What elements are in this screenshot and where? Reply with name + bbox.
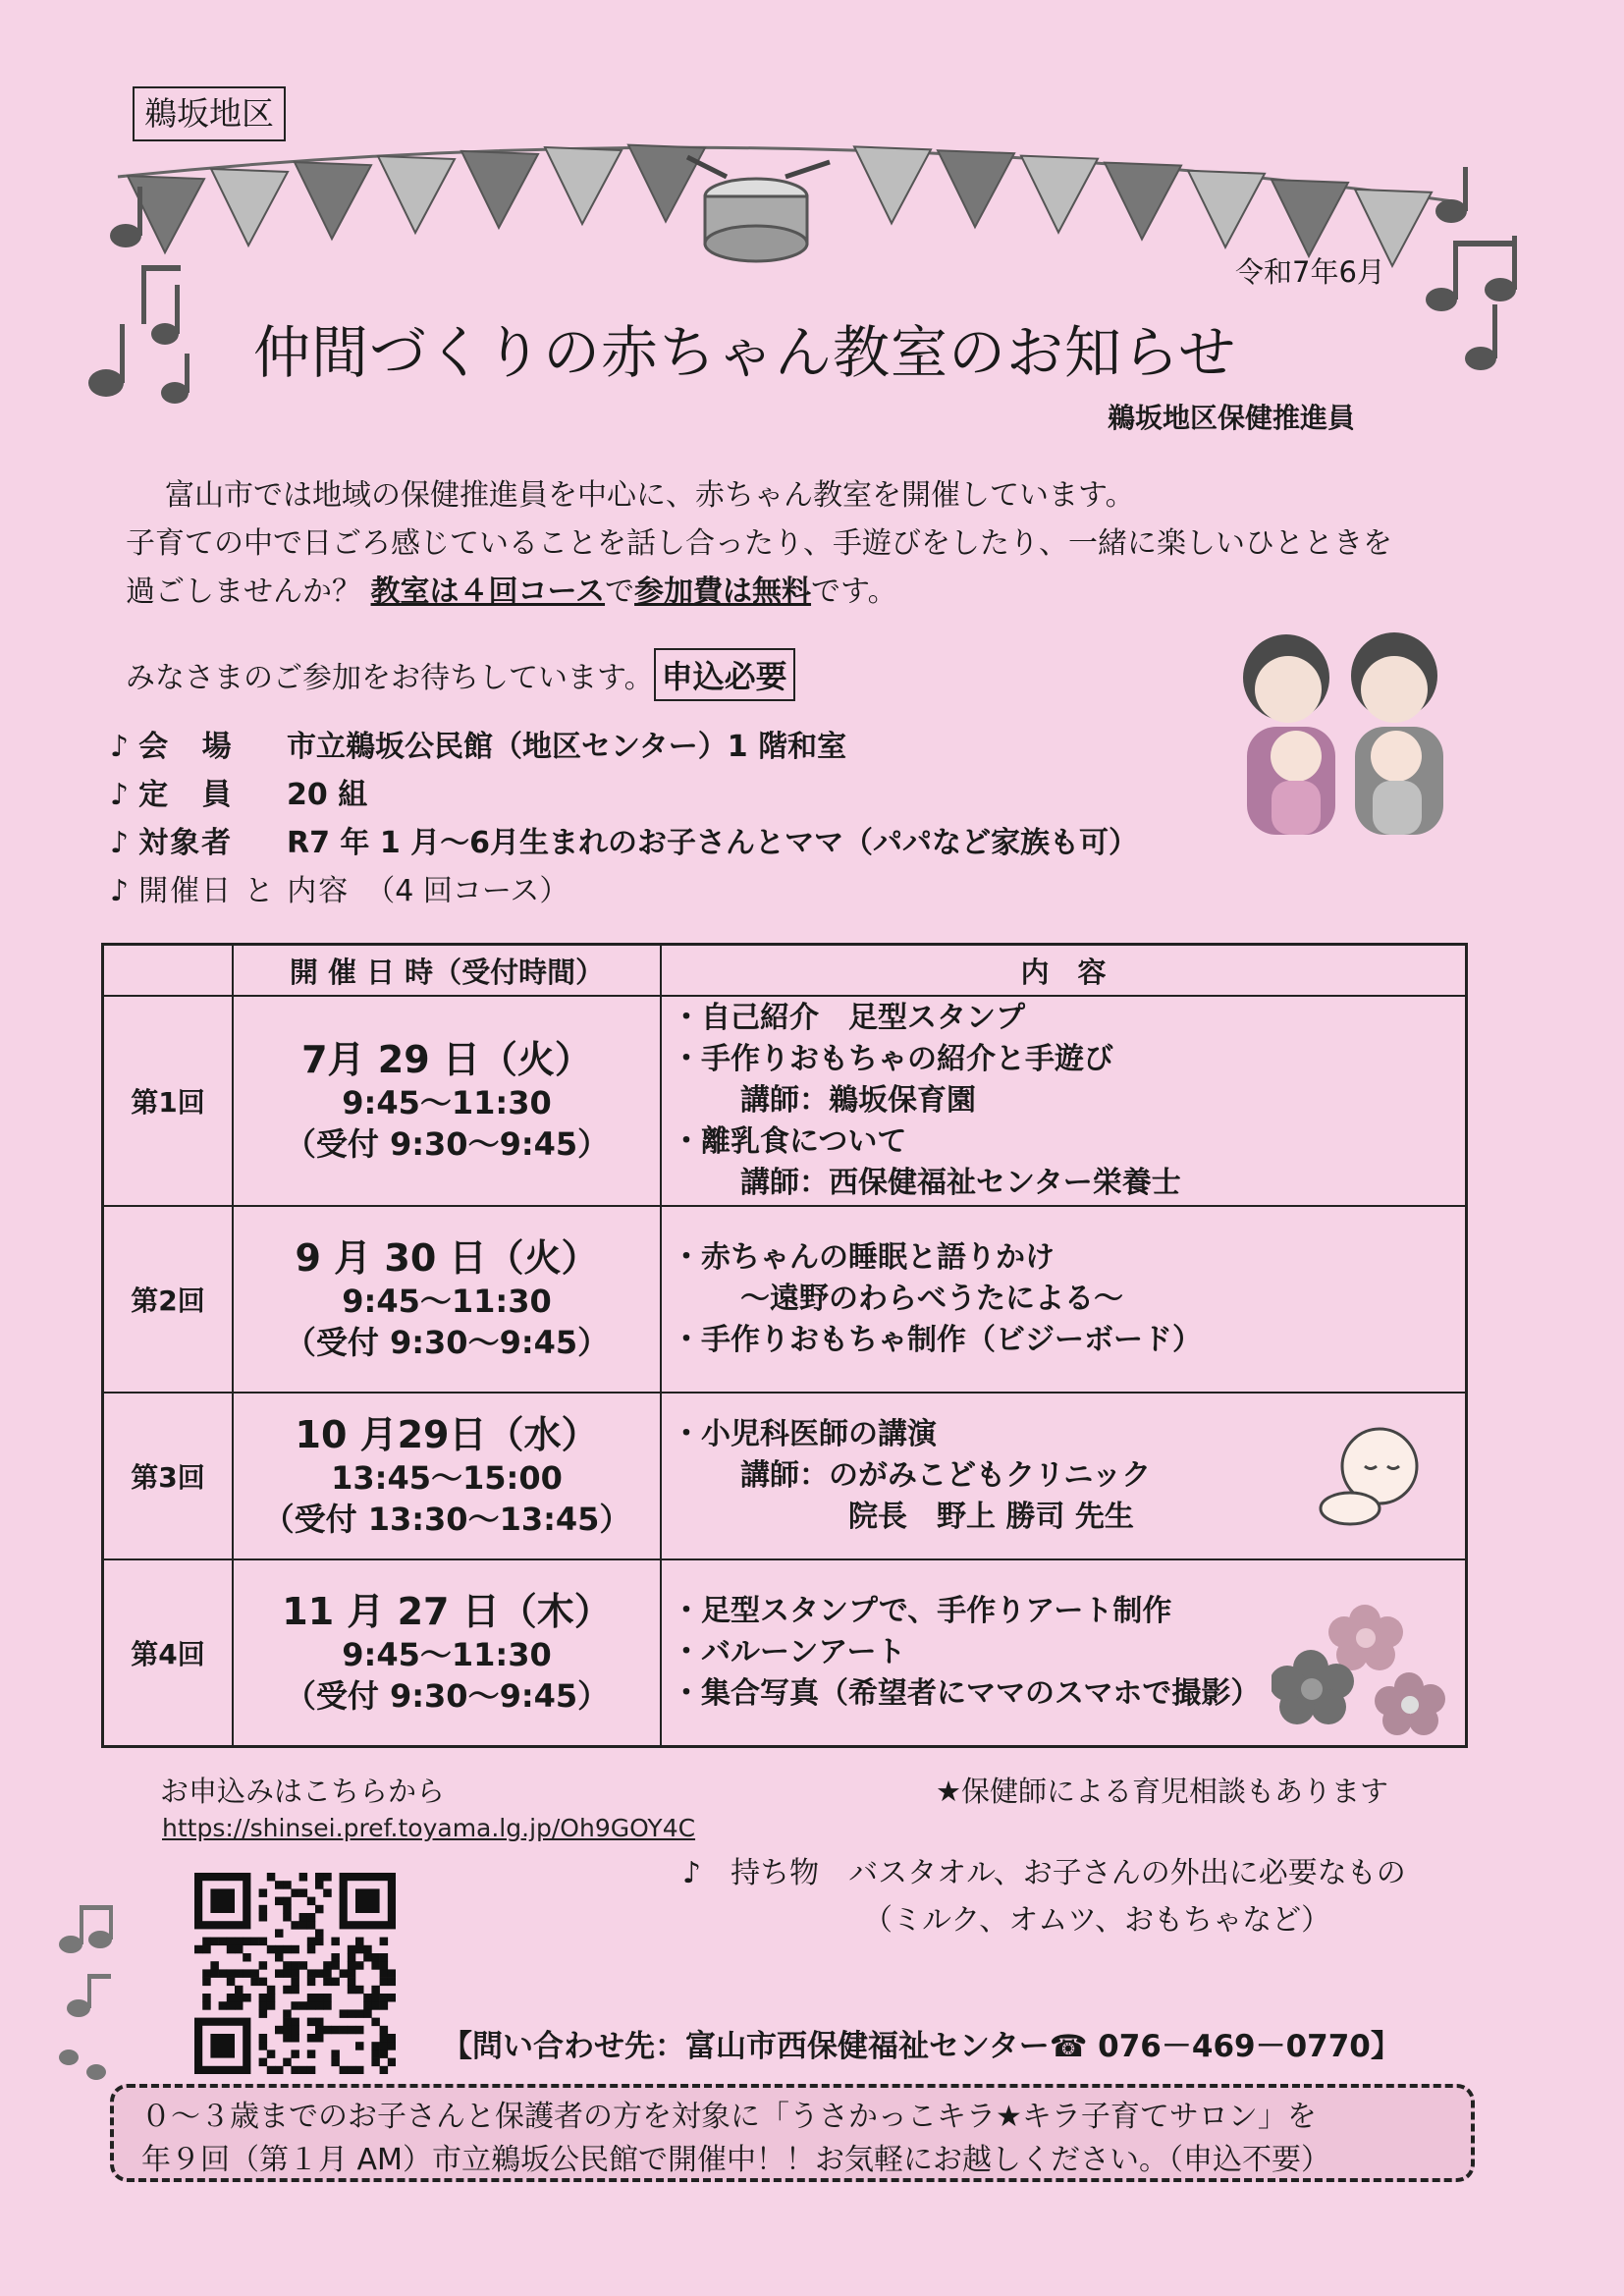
session-datetime — [233, 1206, 661, 1393]
intro-line: 子育ての中で日ごろ感じていることを話し合ったり、手遊びをしたり、一緒に楽しいひとときを — [126, 526, 1392, 561]
family-illustration — [1227, 619, 1453, 845]
info-row-target — [110, 819, 1138, 867]
info-row-venue — [110, 723, 1138, 771]
intro-line: 富山市では地域の保健推進員を中心に、赤ちゃん教室を開催しています。 — [165, 478, 1135, 513]
session-reception: （受付 9:30～9:45） — [284, 1125, 610, 1163]
bunting-flag — [628, 145, 705, 222]
content-line: 講師：のがみこどもクリニック — [740, 1458, 1152, 1493]
waiting-text: みなさまのご参加をお待ちしています。 — [126, 661, 654, 695]
note-icon: ♪ — [110, 826, 130, 860]
table-row — [103, 1559, 1467, 1746]
drum-icon — [687, 157, 830, 261]
info-row-capacity — [110, 771, 1138, 819]
content-line: ・足型スタンプで、手作りアート制作 — [672, 1593, 1172, 1628]
music-notes-icon — [49, 1900, 128, 2097]
apply-required-badge: 申込必要 — [654, 648, 795, 701]
session-reception: （受付 9:30～9:45） — [284, 1676, 610, 1715]
belongings-detail: （ミルク、オムツ、おもちゃなど） — [863, 1903, 1331, 1938]
session-time: 9:45～11:30 — [342, 1635, 552, 1673]
session-date: 10 月29日（水） — [295, 1413, 599, 1456]
session-date: 9 月 30 日（火） — [295, 1236, 599, 1280]
table-header: 開 催 日 時（受付時間） — [233, 945, 661, 997]
content-line: 講師：鵜坂保育園 — [740, 1083, 976, 1118]
bunting-flag — [938, 150, 1014, 227]
session-reception: （受付 9:30～9:45） — [284, 1324, 610, 1361]
intro-fragment: です。 — [811, 574, 897, 609]
note-icon: ♪ — [110, 778, 130, 812]
intro-fragment: で — [605, 574, 635, 609]
note-icon: ♪ — [110, 874, 130, 908]
content-line: ～遠野のわらべうたによる～ — [740, 1282, 1123, 1316]
bunting-flag — [1272, 180, 1348, 256]
consult-note: ★保健師による育児相談もあります — [936, 1775, 1388, 1808]
bunting-flag — [295, 162, 371, 239]
table-row — [103, 1206, 1467, 1393]
intro-line — [126, 568, 1500, 616]
table-row — [103, 996, 1467, 1206]
apply-label: お申込みはこちらから — [160, 1775, 446, 1808]
info-key: 対象者 — [138, 826, 234, 860]
schedule-table — [101, 943, 1468, 1748]
info-row-schedule — [110, 867, 1138, 915]
info-value: 20 組 — [287, 778, 368, 812]
content-line: ・バルーンアート — [672, 1634, 906, 1669]
session-datetime — [233, 1393, 661, 1559]
bunting-flag — [378, 156, 455, 233]
content-line: ・小児科医師の講演 — [672, 1417, 937, 1451]
session-date: 11 月 27 日（木） — [282, 1589, 612, 1633]
info-value: 市立鵜坂公民館（地区センター）1 階和室 — [287, 730, 847, 764]
bunting-flag — [545, 147, 622, 224]
content-line: ・手作りおもちゃの紹介と手遊び — [672, 1042, 1113, 1076]
flowers-illustration — [1272, 1601, 1453, 1748]
baby-illustration — [1311, 1422, 1438, 1530]
belongings-label: ♪ 持ち物 バスタオル、お子さんの外出に必要なもの — [682, 1856, 1406, 1890]
session-number: 第2回 — [103, 1206, 234, 1393]
page-title: 仲間づくりの赤ちゃん教室のお知らせ — [253, 319, 1237, 386]
salon-line: ０～３歳までのお子さんと保護者の方を対象に「うさかっこキラ★キラ子育てサロン」を — [141, 2100, 1317, 2134]
salon-line: 年９回（第１月 AM）市立鵜坂公民館で開催中！！お気軽にお越しください。（申込不要） — [141, 2143, 1330, 2177]
course-highlight: 教室は４回コース — [370, 574, 606, 609]
waiting-line — [126, 648, 795, 701]
bunting-flag — [1021, 156, 1098, 233]
content-line: 講師：西保健福祉センター栄養士 — [740, 1166, 1181, 1200]
session-number: 第3回 — [103, 1393, 234, 1559]
content-line: ・集合写真（希望者にママのスマホで撮影） — [672, 1675, 1261, 1711]
event-info — [110, 723, 1138, 915]
session-number: 第1回 — [103, 996, 234, 1206]
intro-fragment: 過ごしませんか？ — [126, 574, 361, 609]
bunting-flag — [1188, 171, 1265, 247]
district-tag: 鵜坂地区 — [133, 86, 286, 141]
table-row — [103, 1393, 1467, 1559]
qr-code[interactable] — [194, 1873, 396, 2074]
info-key: 定 員 — [138, 778, 244, 812]
apply-url-link[interactable]: https://shinsei.pref.toyama.lg.jp/Oh9GOY4C — [162, 1814, 696, 1842]
organizer: 鵜坂地区保健推進員 — [1108, 402, 1356, 434]
table-header — [103, 945, 234, 997]
content-line: ・自己紹介 足型スタンプ — [672, 1001, 1025, 1035]
info-key: 開催日 と 内容 — [138, 874, 351, 908]
session-time: 13:45～15:00 — [331, 1459, 563, 1497]
content-line: ・離乳食について — [672, 1124, 907, 1159]
content-line: ・手作りおもちゃ制作（ビジーボード） — [672, 1323, 1202, 1357]
session-content — [661, 1206, 1467, 1393]
session-datetime — [233, 996, 661, 1206]
session-reception: （受付 13:30～13:45） — [262, 1501, 631, 1538]
belongings — [682, 1850, 1406, 1944]
content-line: ・赤ちゃんの睡眠と語りかけ — [672, 1240, 1055, 1275]
session-date: 7月 29 日（火） — [301, 1038, 592, 1081]
info-value: R7 年 1 月～6月生まれのお子さんとママ（パパなど家族も可） — [287, 826, 1139, 860]
info-key: 会 場 — [138, 730, 244, 764]
session-time: 9:45～11:30 — [342, 1283, 552, 1320]
session-datetime — [233, 1559, 661, 1746]
table-header: 内 容 — [661, 945, 1467, 997]
session-content — [661, 996, 1467, 1206]
issue-date: 令和7年6月 — [1235, 255, 1385, 289]
bunting-flag — [854, 146, 931, 223]
contact-info: 【問い合わせ先：富山市西保健福祉センター☎ 076－469－0770】 — [442, 2029, 1401, 2064]
fee-highlight: 参加費は無料 — [634, 574, 812, 609]
session-number: 第4回 — [103, 1559, 234, 1746]
salon-notice — [110, 2084, 1475, 2182]
content-line: 院長 野上 勝司 先生 — [848, 1500, 1134, 1534]
session-time: 9:45～11:30 — [342, 1084, 552, 1121]
bunting-flag — [211, 169, 288, 246]
bunting-flag — [461, 151, 538, 228]
intro-text — [126, 471, 1500, 616]
bunting-flag — [1105, 163, 1181, 240]
info-value: （4 回コース） — [365, 874, 569, 908]
note-icon: ♪ — [110, 730, 130, 764]
